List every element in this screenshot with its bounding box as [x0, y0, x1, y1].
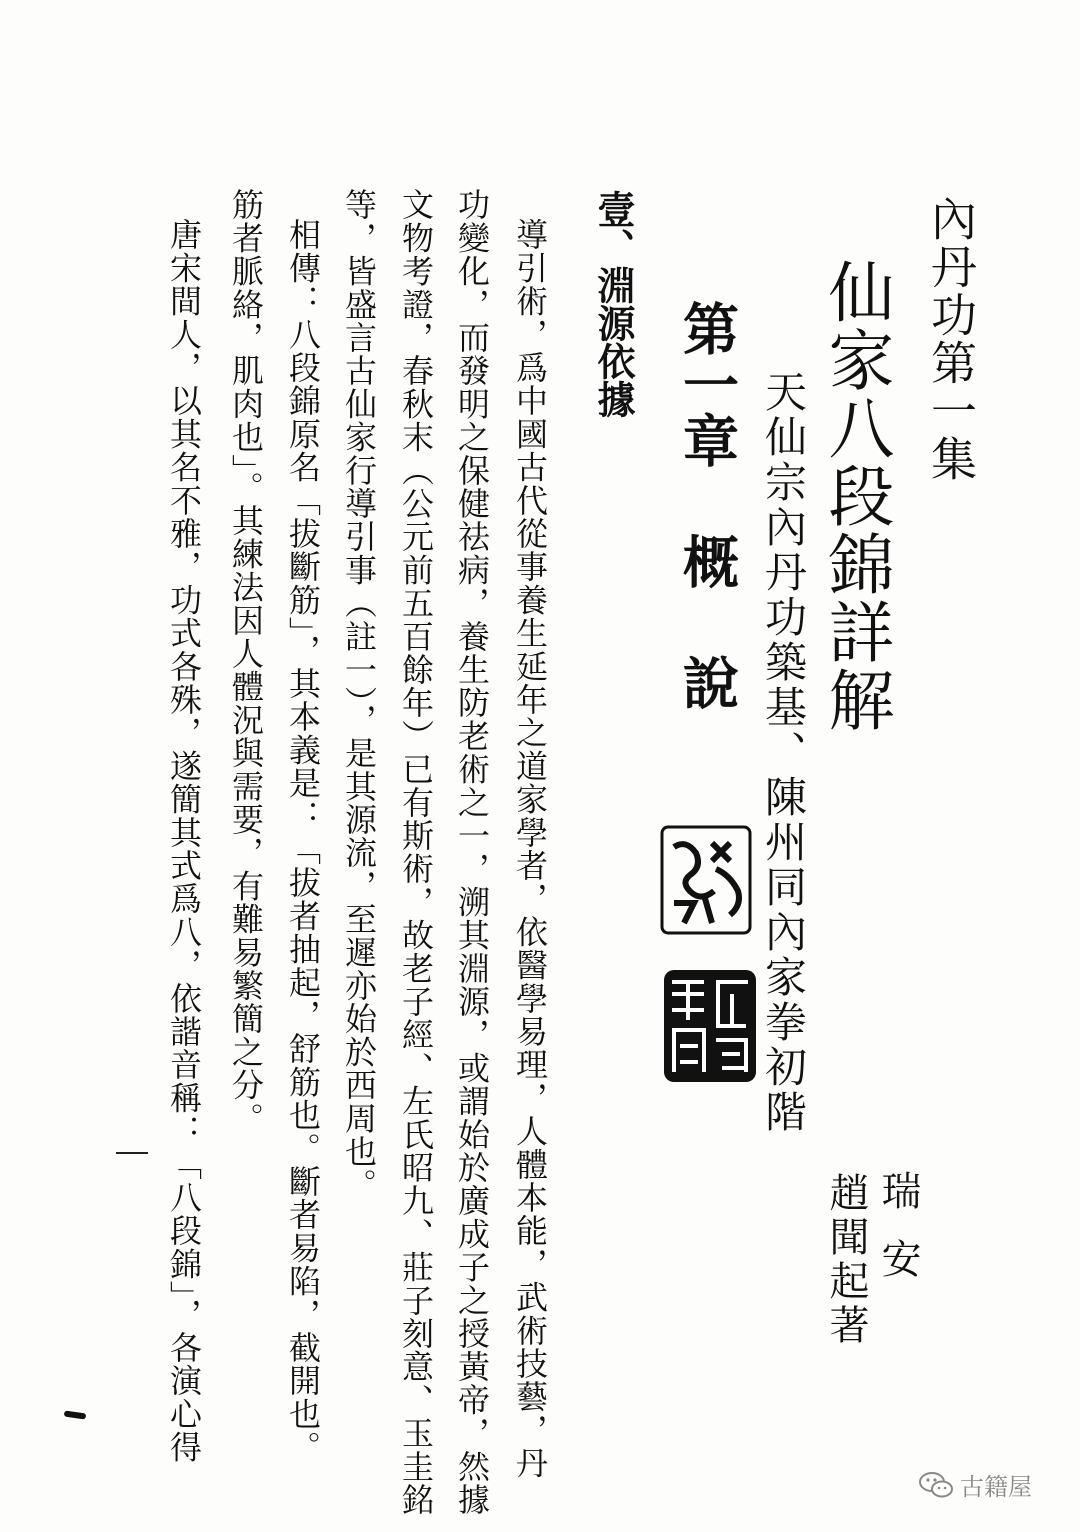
square-seal-icon [660, 825, 752, 935]
body-column: 相傳：八段錦原名「拔斷筋」，其本義是：「拔者抽起，舒筋也。斷者易陷，截開也。 [284, 218, 322, 1464]
book-title: 仙家八段錦詳解 [817, 258, 894, 734]
watermark-label: 古籍屋 [960, 1473, 1032, 1501]
body-column: 導引術，爲中國古代從事養生延年之道家學者，依醫學易理，人體本能，武術技藝，丹 [511, 218, 549, 1480]
page-number [116, 1152, 148, 1154]
section-title: 壹、淵源依據 [591, 190, 635, 418]
author-line-2: 趙聞起著 [823, 1172, 869, 1348]
body-column: 等，皆盛言古仙家行導引事（註一），是其源流，至遲亦始於西周也。 [340, 188, 378, 1202]
book-subtitle: 天仙宗內丹功築基、陳州同內家拳初階 [759, 370, 808, 1135]
chapter-title: 第一章 概 說 [674, 300, 739, 710]
scan-mark [64, 1410, 87, 1419]
square-seal-icon [662, 968, 758, 1084]
body-column: 功變化，而發明之保健祛病，養生防老術之一，溯其淵源，或謂始於廣成子之授黃帝，然據 [453, 188, 491, 1516]
wechat-icon [918, 1471, 954, 1499]
seal-calligraphy [660, 825, 752, 935]
seal-intaglio [662, 968, 758, 1084]
body-column: 文物考證，春秋末（公元前五百餘年）已有斯術，故老子經、左氏昭九、莊子刻意、玉圭銘 [397, 188, 435, 1516]
watermark [918, 1467, 1032, 1502]
body-column: 唐宋間人，以其名不雅，功式各殊，遂簡其式爲八，依諧音稱：「八段錦」，各演心得 [165, 218, 203, 1464]
author-line-1: 瑞安 [875, 1170, 921, 1306]
series-title: 內丹功第一集 [924, 195, 978, 483]
body-column: 筋者脈絡，肌肉也」。其練法因人體況與需要，有難易繁簡之分。 [227, 188, 265, 1135]
